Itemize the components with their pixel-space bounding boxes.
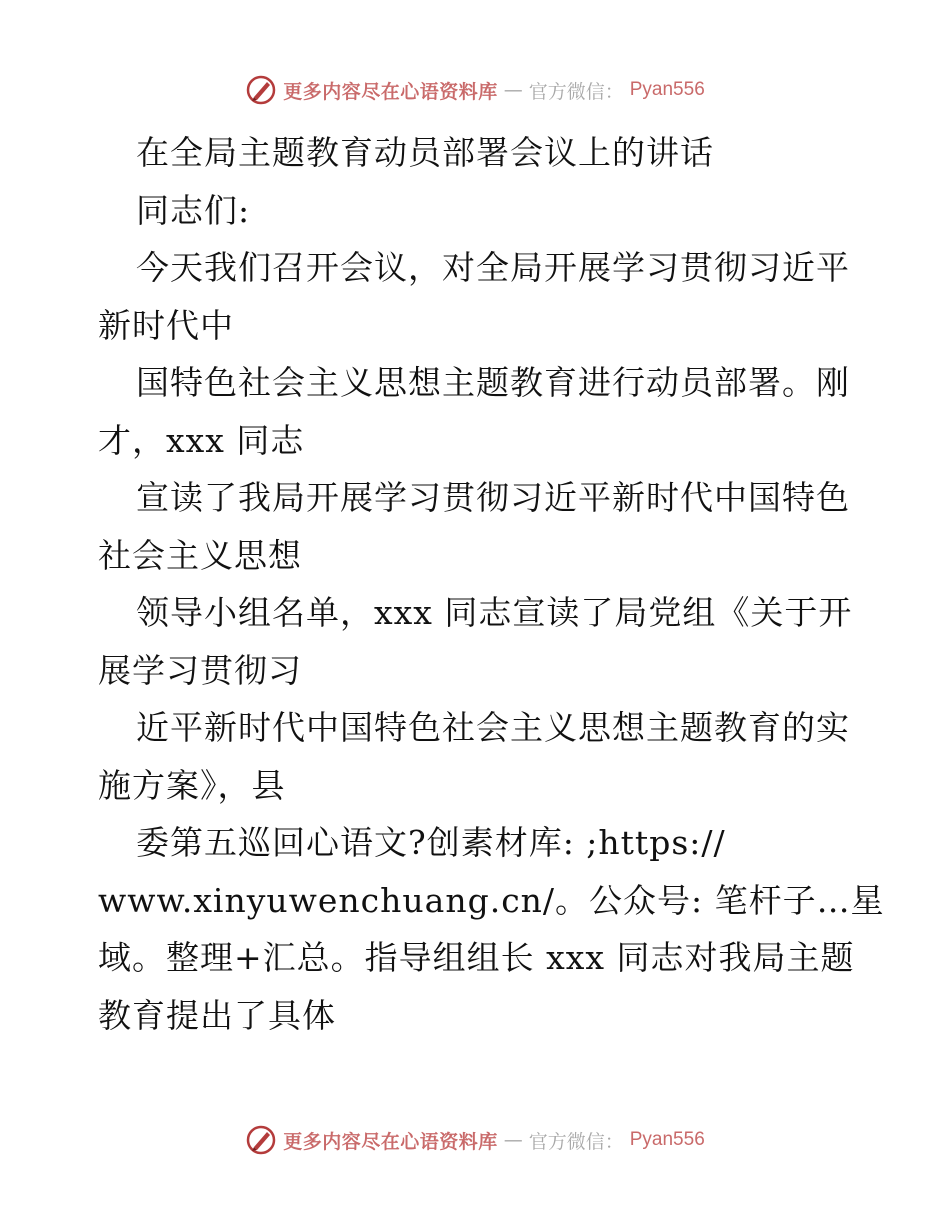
document-title: 在全局主题教育动员部署会议上的讲话 — [136, 133, 714, 172]
paragraph-line: 展学习贯彻习 — [98, 650, 302, 690]
watermark-separator: — — [503, 79, 523, 101]
pen-logo-icon — [245, 74, 277, 106]
watermark-label: 官方微信： — [528, 1130, 624, 1153]
paragraph-line: www.xinyuwenchuang.cn/。公众号: 笔杆子…星 — [98, 880, 885, 920]
watermark-label: 官方微信： — [528, 80, 624, 103]
header-watermark — [0, 72, 950, 108]
paragraph-line: 领导小组名单，xxx 同志宣读了局党组《关于开 — [136, 593, 853, 632]
paragraph-line: 国特色社会主义思想主题教育进行动员部署。刚 — [136, 363, 850, 402]
watermark-wechat-id: Pyan556 — [629, 1129, 705, 1150]
watermark-separator: — — [503, 1129, 523, 1151]
paragraph-line: 域。整理+汇总。指导组组长 xxx 同志对我局主题 — [98, 938, 855, 977]
watermark-main-text: 更多内容尽在心语资料库 — [283, 80, 498, 103]
paragraph-line: 才，xxx 同志 — [98, 420, 305, 460]
footer-watermark — [0, 1122, 950, 1158]
paragraph-line: 社会主义思想 — [98, 535, 302, 575]
document-body — [98, 124, 885, 1044]
paragraph-line: 宣读了我局开展学习贯彻习近平新时代中国特色 — [136, 478, 850, 517]
watermark-wechat-id: Pyan556 — [629, 79, 705, 100]
paragraph-line: 施方案》，县 — [98, 765, 286, 805]
paragraph-line: 委第五巡回心语文?创素材库: ;https:// — [136, 823, 726, 862]
pen-logo-icon — [245, 1124, 277, 1156]
salutation: 同志们: — [136, 190, 251, 230]
paragraph-line: 近平新时代中国特色社会主义思想主题教育的实 — [136, 708, 850, 747]
watermark-main-text: 更多内容尽在心语资料库 — [283, 1130, 498, 1153]
paragraph-line: 教育提出了具体 — [98, 995, 336, 1035]
paragraph-line: 新时代中 — [98, 305, 234, 345]
paragraph-line: 今天我们召开会议，对全局开展学习贯彻习近平 — [136, 248, 850, 287]
